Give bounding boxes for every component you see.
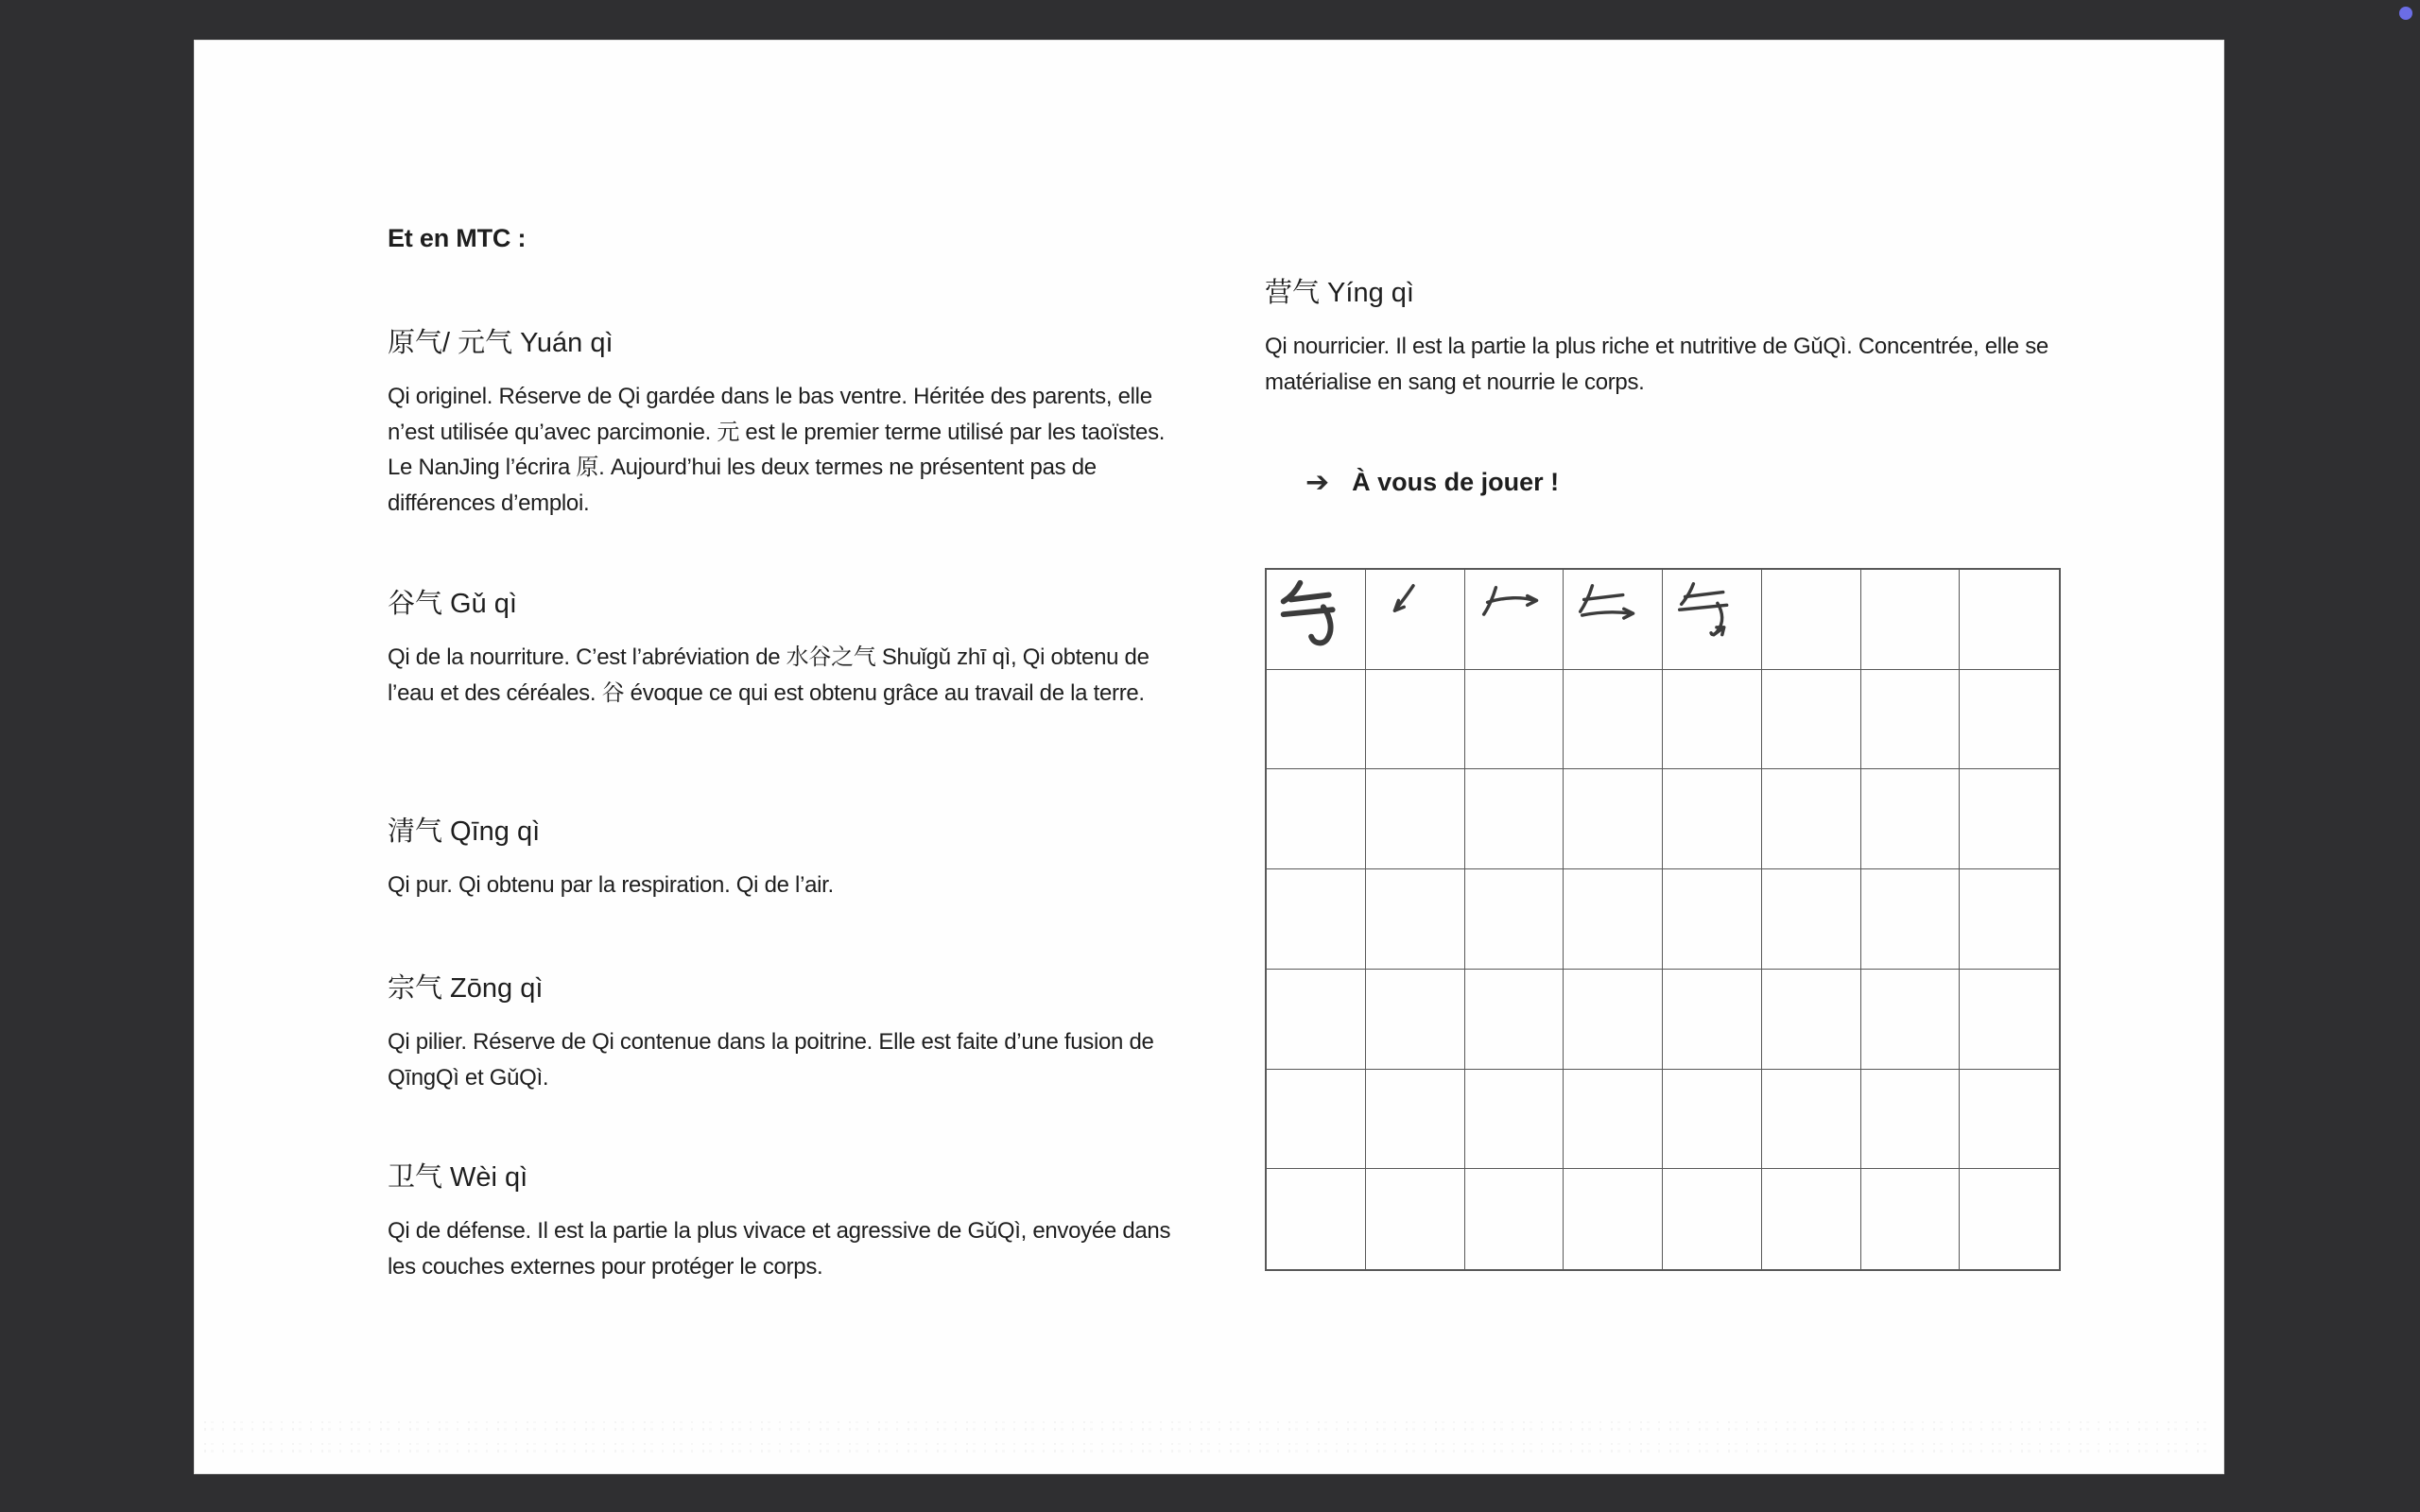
grid-cell-empty [1465,670,1564,770]
grid-cell-stroke-4 [1663,570,1762,670]
grid-cell-empty [1267,769,1366,869]
section-body: Qi de défense. Il est la partie la plus vivace et agressive de GǔQì, envoyée dans les couches externes pour protéger le corps. [388,1218,1171,1280]
grid-cell-empty [1960,970,2059,1070]
grid-cell-empty [1960,570,2059,670]
grid-cell-empty [1366,670,1465,770]
grid-cell-empty [1564,769,1663,869]
grid-cell-empty [1465,1169,1564,1269]
grid-cell-empty [1960,1169,2059,1269]
section-title: 宗气 Zōng qì [388,973,544,1004]
section-gu-qi [388,585,1182,711]
grid-cell-empty [1465,769,1564,869]
grid-cell-empty [1762,570,1861,670]
grid-cell-empty [1663,670,1762,770]
section-yuan-qi [388,324,1182,521]
section-title: 清气 Qīng qì [388,816,541,847]
stroke-2-arrow-icon [1468,573,1561,667]
section-zong-qi [388,970,1182,1095]
scan-noise-artifact [204,1409,2214,1458]
grid-cell-empty [1663,1169,1762,1269]
grid-cell-empty [1663,1070,1762,1170]
grid-cell-empty [1564,970,1663,1070]
grid-cell-empty [1366,869,1465,970]
section-title: 谷气 Gǔ qì [388,589,517,619]
grid-cell-empty [1366,1070,1465,1170]
grid-cell-stroke-3 [1564,570,1663,670]
grid-cell-empty [1861,769,1961,869]
status-indicator-dot [2399,7,2412,20]
grid-cell-empty [1960,769,2059,869]
grid-cell-empty [1564,670,1663,770]
grid-cell-empty [1762,769,1861,869]
stroke-3-arrow-icon [1566,573,1659,667]
grid-cell-empty [1861,970,1961,1070]
grid-cell-empty [1267,1070,1366,1170]
grid-cell-empty [1564,1070,1663,1170]
section-wei-qi [388,1159,1182,1284]
page-title: Et en MTC : [388,224,527,252]
grid-cell-empty [1960,869,2059,970]
grid-cell-empty [1762,869,1861,970]
grid-cell-empty [1762,970,1861,1070]
grid-cell-empty [1663,769,1762,869]
grid-cell-empty [1960,670,2059,770]
grid-cell-stroke-1 [1366,570,1465,670]
grid-cell-empty [1663,869,1762,970]
grid-cell-empty [1861,1070,1961,1170]
grid-cell-empty [1366,769,1465,869]
grid-cell-empty [1465,869,1564,970]
section-title: 原气/ 元气 Yuán qì [388,328,614,358]
section-qing-qi [388,813,1182,903]
grid-cell-empty [1366,970,1465,1070]
document-page [194,40,2224,1474]
qi-model-character-icon [1270,573,1362,667]
section-body: Qi de la nourriture. C’est l’abréviation de 水谷之气 Shuǐgǔ zhī qì, Qi obtenu de l’eau et des céréales. 谷 évoque ce qui est obtenu grâce au travail de la terre. [388,644,1150,706]
practice-grid [1265,568,2061,1271]
call-to-action-label: À vous de jouer ! [1352,468,1560,496]
grid-cell-empty [1861,570,1961,670]
section-body: Qi pilier. Réserve de Qi contenue dans la poitrine. Elle est faite d’une fusion de QīngQì et GǔQì. [388,1029,1154,1091]
section-ying-qi [1265,274,2064,400]
grid-cell-empty [1861,869,1961,970]
grid-cell-empty [1861,1169,1961,1269]
grid-cell-empty [1663,970,1762,1070]
grid-cell-empty [1465,1070,1564,1170]
grid-cell-model-character [1267,570,1366,670]
grid-cell-empty [1861,670,1961,770]
grid-cell-empty [1465,970,1564,1070]
grid-cell-empty [1267,970,1366,1070]
section-body: Qi nourricier. Il est la partie la plus riche et nutritive de GǔQì. Concentrée, elle se matérialise en sang et nourrie le corps. [1265,334,2048,395]
grid-cell-empty [1267,670,1366,770]
grid-cell-empty [1564,1169,1663,1269]
section-title: 营气 Yíng qì [1265,278,1414,308]
section-body: Qi originel. Réserve de Qi gardée dans le bas ventre. Héritée des parents, elle n’est utilisée qu’avec parcimonie. 元 est le premier terme utilisé par les taoïstes. Le NanJing l’écrira 原. Aujourd’hui les deux termes ne présentent pas de différences d’emploi. [388,384,1166,516]
section-title: 卫气 Wèi qì [388,1162,528,1193]
grid-cell-stroke-2 [1465,570,1564,670]
grid-cell-empty [1762,670,1861,770]
call-to-action [1305,466,1559,499]
grid-cell-empty [1564,869,1663,970]
grid-cell-empty [1762,1169,1861,1269]
grid-cell-empty [1267,869,1366,970]
stroke-4-arrow-icon [1666,573,1758,667]
right-arrow-icon: ➔ [1305,467,1330,498]
stroke-1-arrow-icon [1369,573,1461,667]
grid-cell-empty [1267,1169,1366,1269]
grid-cell-empty [1762,1070,1861,1170]
section-body: Qi pur. Qi obtenu par la respiration. Qi de l’air. [388,872,834,898]
grid-cell-empty [1960,1070,2059,1170]
grid-cell-empty [1366,1169,1465,1269]
